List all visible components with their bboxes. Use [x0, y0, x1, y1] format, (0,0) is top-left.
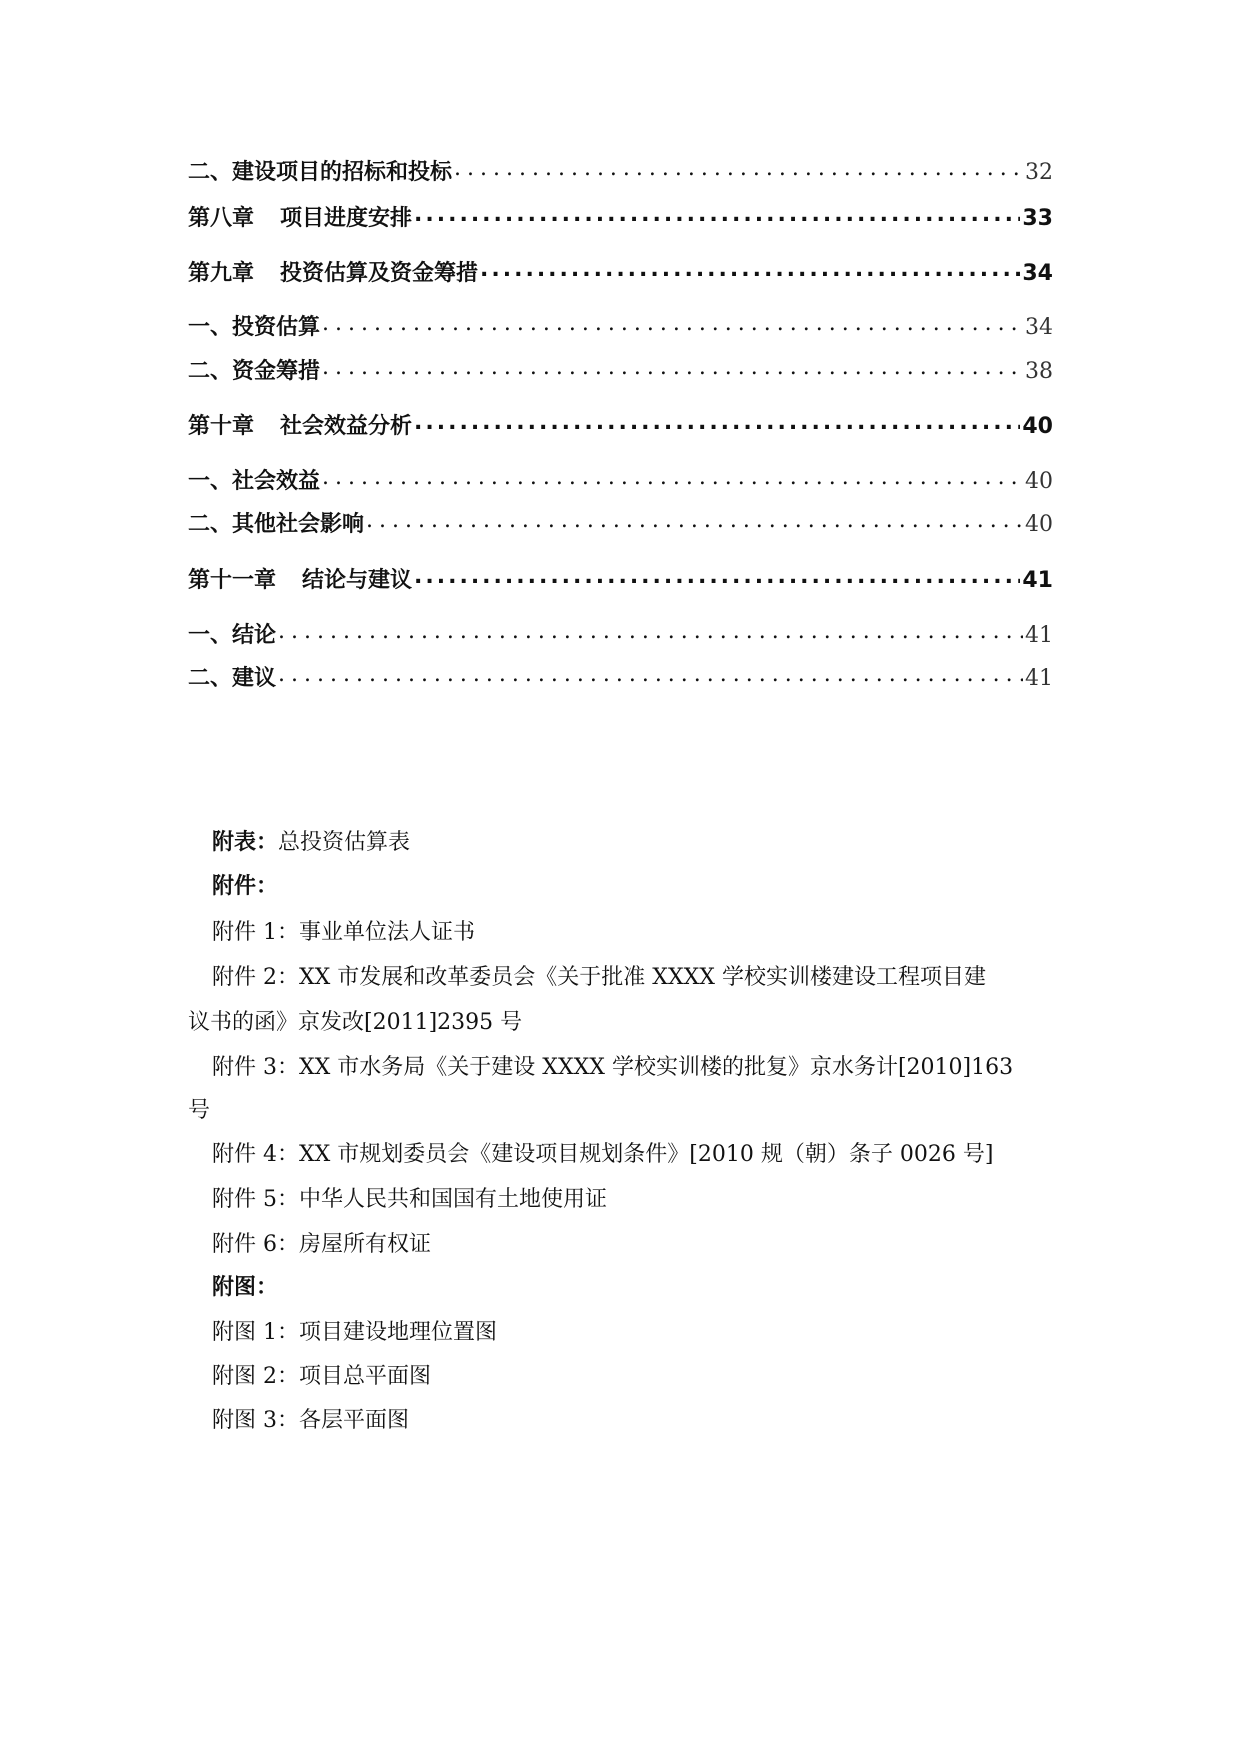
toc-page-number: 32	[1025, 160, 1053, 185]
figure-item: 附图 2：项目总平面图	[212, 1364, 431, 1389]
toc-page-number: 41	[1022, 568, 1053, 593]
attachment-item: 附件 6：房屋所有权证	[212, 1232, 431, 1257]
toc-leader-dots	[480, 258, 1020, 280]
attachment-item: 附件 5：中华人民共和国国有土地使用证	[212, 1187, 607, 1212]
toc-page-number: 40	[1025, 512, 1053, 537]
attachment-item: 附件 3：XX 市水务局《关于建设 XXXX 学校实训楼的批复》京水务计[2010]163	[212, 1055, 1014, 1080]
annex-table-line	[212, 820, 410, 866]
figure-item: 附图 3：各层平面图	[212, 1408, 409, 1433]
toc-chapter-number: 第八章	[188, 206, 255, 231]
toc-entry-label: 二、其他社会影响	[188, 512, 365, 537]
annex-table-text: 总投资估算表	[278, 830, 411, 855]
toc-chapter-title: 项目进度安排	[280, 206, 413, 231]
attachments-heading: 附件：	[212, 874, 279, 899]
toc-chapter-entry[interactable]	[188, 409, 1053, 440]
toc-page-number: 33	[1022, 206, 1053, 231]
toc-page-number: 41	[1025, 666, 1053, 691]
toc-page-number: 40	[1022, 414, 1053, 439]
toc-leader-dots	[322, 312, 1023, 334]
toc-entry-label: 二、建议	[188, 666, 277, 691]
toc-chapter-label	[188, 256, 478, 287]
toc-page-number: 41	[1025, 623, 1053, 648]
toc-chapter-entry[interactable]	[188, 256, 1053, 287]
attachment-item: 附件 2：XX 市发展和改革委员会《关于批准 XXXX 学校实训楼建设工程项目建	[212, 965, 986, 990]
toc-leader-dots	[414, 203, 1020, 225]
toc-chapter-label	[188, 409, 412, 440]
toc-entry[interactable]	[188, 661, 1053, 692]
toc-leader-dots	[278, 663, 1023, 685]
toc-entry[interactable]	[188, 354, 1053, 385]
figure-item: 附图 1：项目建设地理位置图	[212, 1320, 497, 1345]
toc-chapter-title: 结论与建议	[302, 568, 413, 593]
toc-entry[interactable]	[188, 464, 1053, 495]
figures-heading: 附图：	[212, 1275, 279, 1300]
toc-leader-dots	[322, 356, 1023, 378]
toc-entry[interactable]	[188, 310, 1053, 341]
toc-page-number: 38	[1025, 359, 1053, 384]
attachment-item-continued: 议书的函》京发改[2011]2395 号	[188, 1010, 523, 1035]
attachment-item: 附件 4：XX 市规划委员会《建设项目规划条件》[2010 规（朝）条子 0026 号]	[212, 1142, 994, 1167]
toc-page-number: 34	[1022, 261, 1053, 286]
toc-chapter-label	[188, 201, 412, 232]
toc-page-number: 40	[1025, 469, 1053, 494]
toc-leader-dots	[278, 620, 1023, 642]
toc-chapter-entry[interactable]	[188, 201, 1053, 232]
toc-leader-dots	[322, 466, 1023, 488]
attachment-item-continued: 号	[188, 1098, 211, 1123]
toc-chapter-number: 第十章	[188, 414, 255, 439]
toc-chapter-number: 第十一章	[188, 568, 277, 593]
attachment-item: 附件 1：事业单位法人证书	[212, 920, 475, 945]
toc-entry[interactable]	[188, 618, 1053, 649]
toc-chapter-number: 第九章	[188, 261, 255, 286]
toc-leader-dots	[414, 565, 1020, 587]
toc-leader-dots	[414, 411, 1020, 433]
toc-leader-dots	[366, 509, 1023, 531]
toc-entry-label: 一、社会效益	[188, 469, 321, 494]
annex-table-heading: 附表：	[212, 830, 279, 855]
toc-page-number: 34	[1025, 315, 1053, 340]
toc-entry[interactable]	[188, 507, 1053, 538]
toc-entry[interactable]	[188, 155, 1053, 186]
toc-chapter-title: 投资估算及资金筹措	[280, 261, 479, 286]
toc-entry-label: 一、结论	[188, 623, 277, 648]
toc-chapter-label	[188, 563, 412, 594]
toc-chapter-entry[interactable]	[188, 563, 1053, 594]
toc-entry-label: 二、资金筹措	[188, 359, 321, 384]
toc-entry-label: 一、投资估算	[188, 315, 321, 340]
toc-entry-label: 二、建设项目的招标和投标	[188, 160, 453, 185]
toc-chapter-title: 社会效益分析	[280, 414, 413, 439]
toc-leader-dots	[454, 157, 1023, 179]
